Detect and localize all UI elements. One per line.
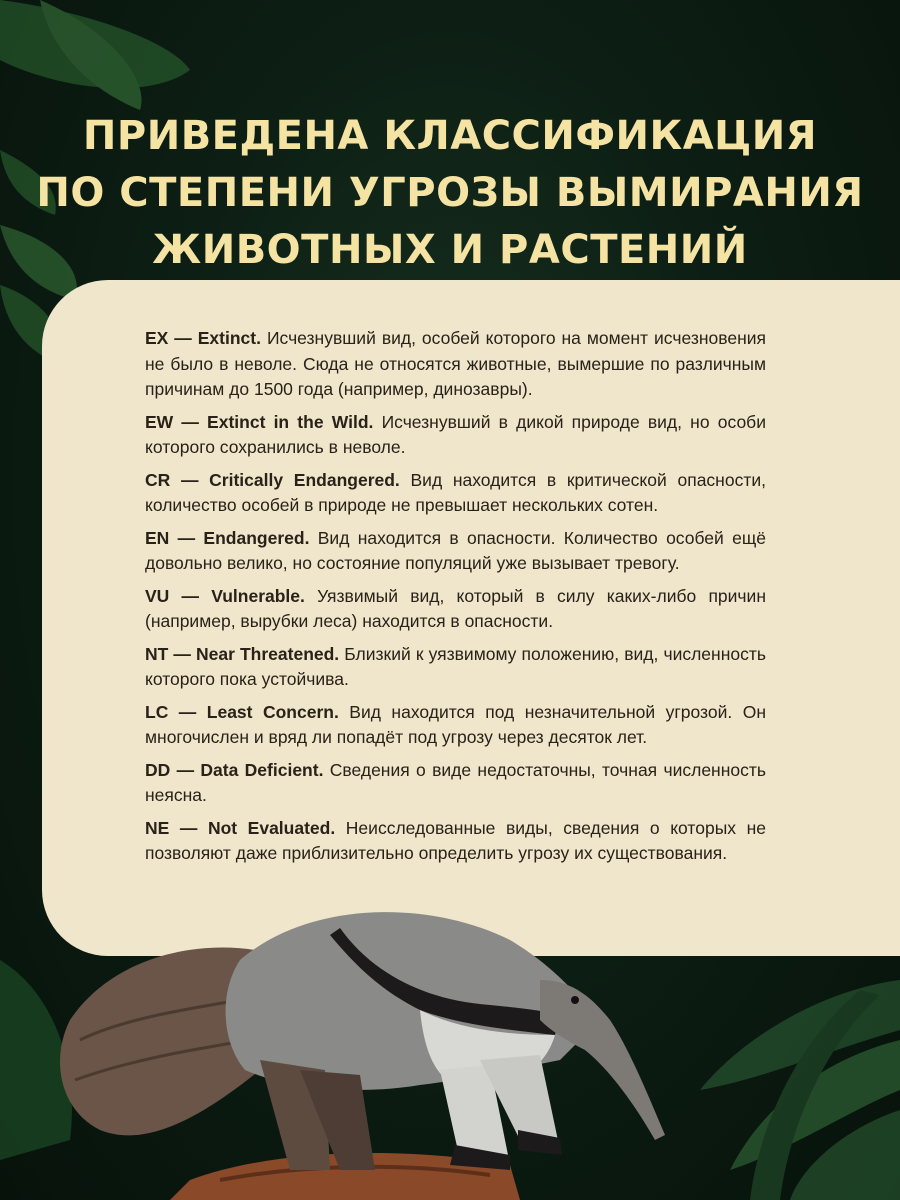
entry-code: NT — Near Threatened.	[145, 643, 340, 664]
classification-entry-en	[145, 526, 766, 577]
entry-code: LC — Least Concern.	[145, 701, 339, 722]
classification-entry-lc	[145, 700, 766, 751]
entry-code: CR — Critically Endangered.	[145, 469, 400, 490]
entry-text: Близкий к уязвимому положению, вид, численность которого пока устойчива.	[145, 643, 766, 689]
anteater-illustration	[40, 880, 680, 1200]
entry-text: Исчезнувший в дикой природе вид, но особи которого сохранились в неволе.	[145, 411, 766, 457]
entry-code: EN — Endangered.	[145, 527, 310, 548]
classification-list	[145, 326, 766, 874]
title-line: ЖИВОТНЫХ И РАСТЕНИЙ	[152, 227, 748, 273]
classification-entry-ew	[145, 410, 766, 461]
entry-text: Неисследованные виды, сведения о которых не позволяют даже приблизительно определить угрозу их существования.	[145, 817, 766, 863]
entry-text: Сведения о виде недостаточны, точная численность неясна.	[145, 759, 766, 805]
classification-entry-ex	[145, 326, 766, 403]
classification-entry-vu	[145, 584, 766, 635]
entry-code: NE — Not Evaluated.	[145, 817, 336, 838]
classification-entry-dd	[145, 758, 766, 809]
classification-entry-cr	[145, 468, 766, 519]
entry-text: Вид находится под незначительной угрозой. Он многочислен и вряд ли попадёт под угрозу через десяток лет.	[145, 701, 766, 747]
entry-code: VU — Vulnerable.	[145, 585, 305, 606]
classification-entry-ne	[145, 816, 766, 867]
title-line: ПО СТЕПЕНИ УГРОЗЫ ВЫМИРАНИЯ	[36, 170, 864, 216]
title-line: ПРИВЕДЕНА КЛАССИФИКАЦИЯ	[82, 113, 818, 159]
page-title	[0, 108, 900, 279]
classification-entry-nt	[145, 642, 766, 693]
entry-text: Исчезнувший вид, особей которого на момент исчезновения не было в неволе. Сюда не относятся животные, вымершие по различным причинам до 1500 года (например, динозавры).	[145, 328, 766, 399]
entry-text: Вид находится в опасности. Количество особей ещё довольно велико, но состояние популяций уже вызывает тревогу.	[145, 527, 766, 573]
entry-code: DD — Data Deficient.	[145, 759, 324, 780]
entry-code: EW — Extinct in the Wild.	[145, 411, 374, 432]
entry-text: Уязвимый вид, который в силу каких-либо причин (например, вырубки леса) находится в опасности.	[145, 585, 766, 631]
entry-text: Вид находится в критической опасности, количество особей в природе не превышает нескольких сотен.	[145, 469, 766, 515]
entry-code: EX — Extinct.	[145, 328, 261, 348]
